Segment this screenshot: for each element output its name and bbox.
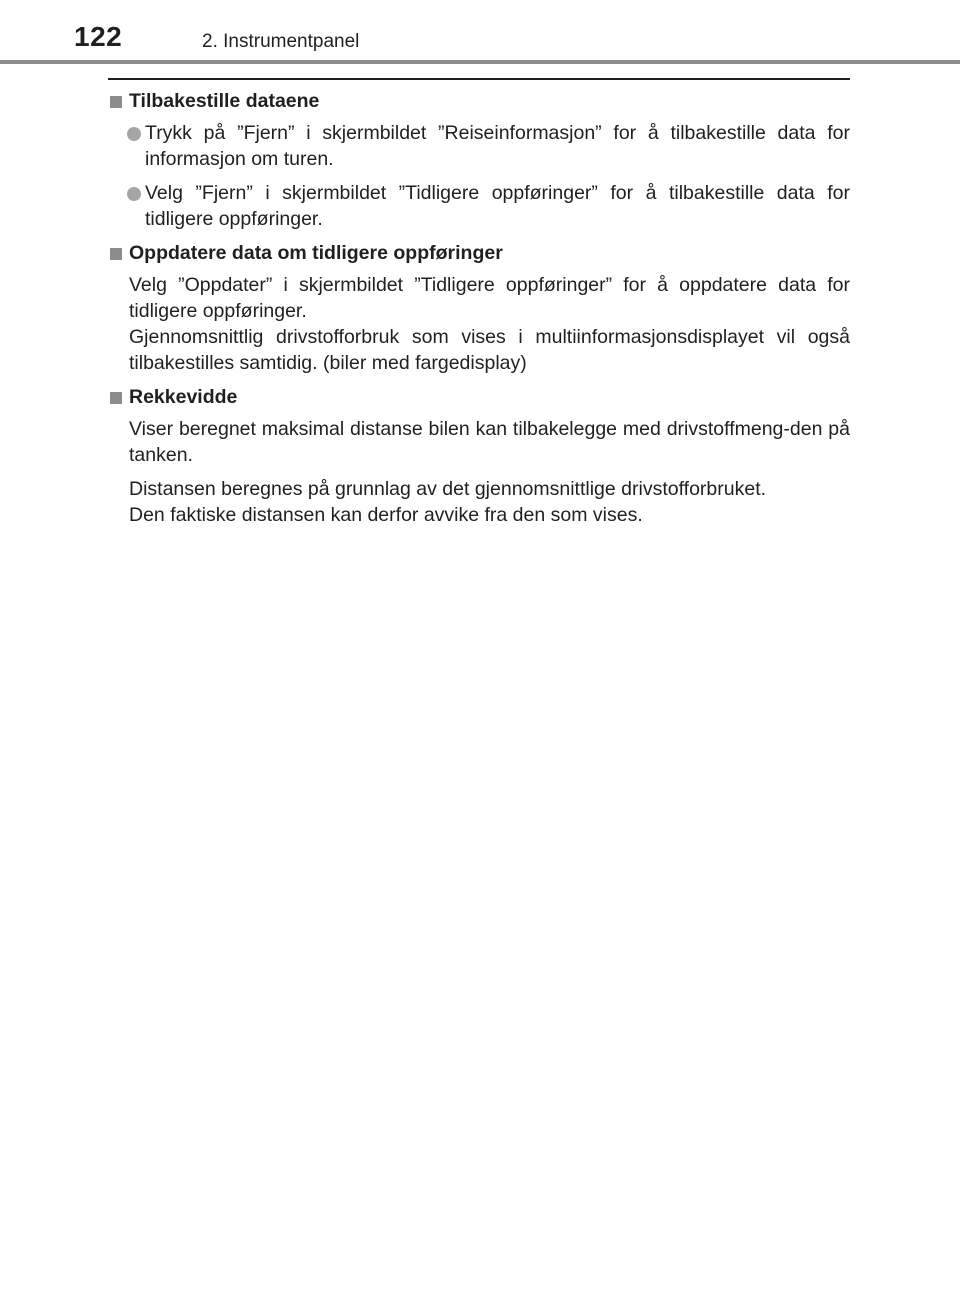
- chapter-title: 2. Instrumentpanel: [202, 31, 360, 52]
- header-divider: [0, 60, 960, 64]
- list-item-text: Velg ”Fjern” i skjermbildet ”Tidligere oppføringer” for å tilbakestille data for tidligere oppføringer.: [145, 182, 850, 230]
- section-heading-text: Oppdatere data om tidligere oppføringer: [129, 242, 503, 264]
- list-item: [108, 180, 850, 232]
- list-item-text: Trykk på ”Fjern” i skjermbildet ”Reiseinformasjon” for å tilbakestille data for informasjon om turen.: [145, 122, 850, 170]
- body-paragraph: Viser beregnet maksimal distanse bilen kan tilbakelegge med drivstoffmeng-den på tanken.: [129, 418, 850, 466]
- circle-bullet-icon: [127, 187, 141, 201]
- page-header: [0, 0, 960, 66]
- section-heading-text: Rekkevidde: [129, 386, 238, 408]
- square-bullet-icon: [110, 96, 122, 108]
- page-content: [108, 88, 850, 528]
- list-item: [108, 120, 850, 172]
- page-number: 122: [74, 21, 123, 52]
- section-heading-tilbakestille: [108, 88, 850, 114]
- body-paragraph: Den faktiske distansen kan derfor avvike fra den som vises.: [129, 504, 643, 526]
- body-paragraph: Gjennomsnittlig drivstofforbruk som vises i multiinformasjonsdisplayet vil også tilbakestilles samtidig. (biler med fargedisplay): [129, 326, 850, 374]
- body-paragraph: Velg ”Oppdater” i skjermbildet ”Tidligere oppføringer” for å oppdatere data for tidligere oppføringer.: [129, 274, 850, 322]
- section-heading-text: Tilbakestille dataene: [129, 90, 320, 112]
- section-heading-rekkevidde: [108, 384, 850, 410]
- circle-bullet-icon: [127, 127, 141, 141]
- content-divider: [108, 78, 850, 80]
- square-bullet-icon: [110, 248, 122, 260]
- section-heading-oppdatere: [108, 240, 850, 266]
- square-bullet-icon: [110, 392, 122, 404]
- body-paragraph: Distansen beregnes på grunnlag av det gjennomsnittlige drivstofforbruket.: [129, 478, 767, 500]
